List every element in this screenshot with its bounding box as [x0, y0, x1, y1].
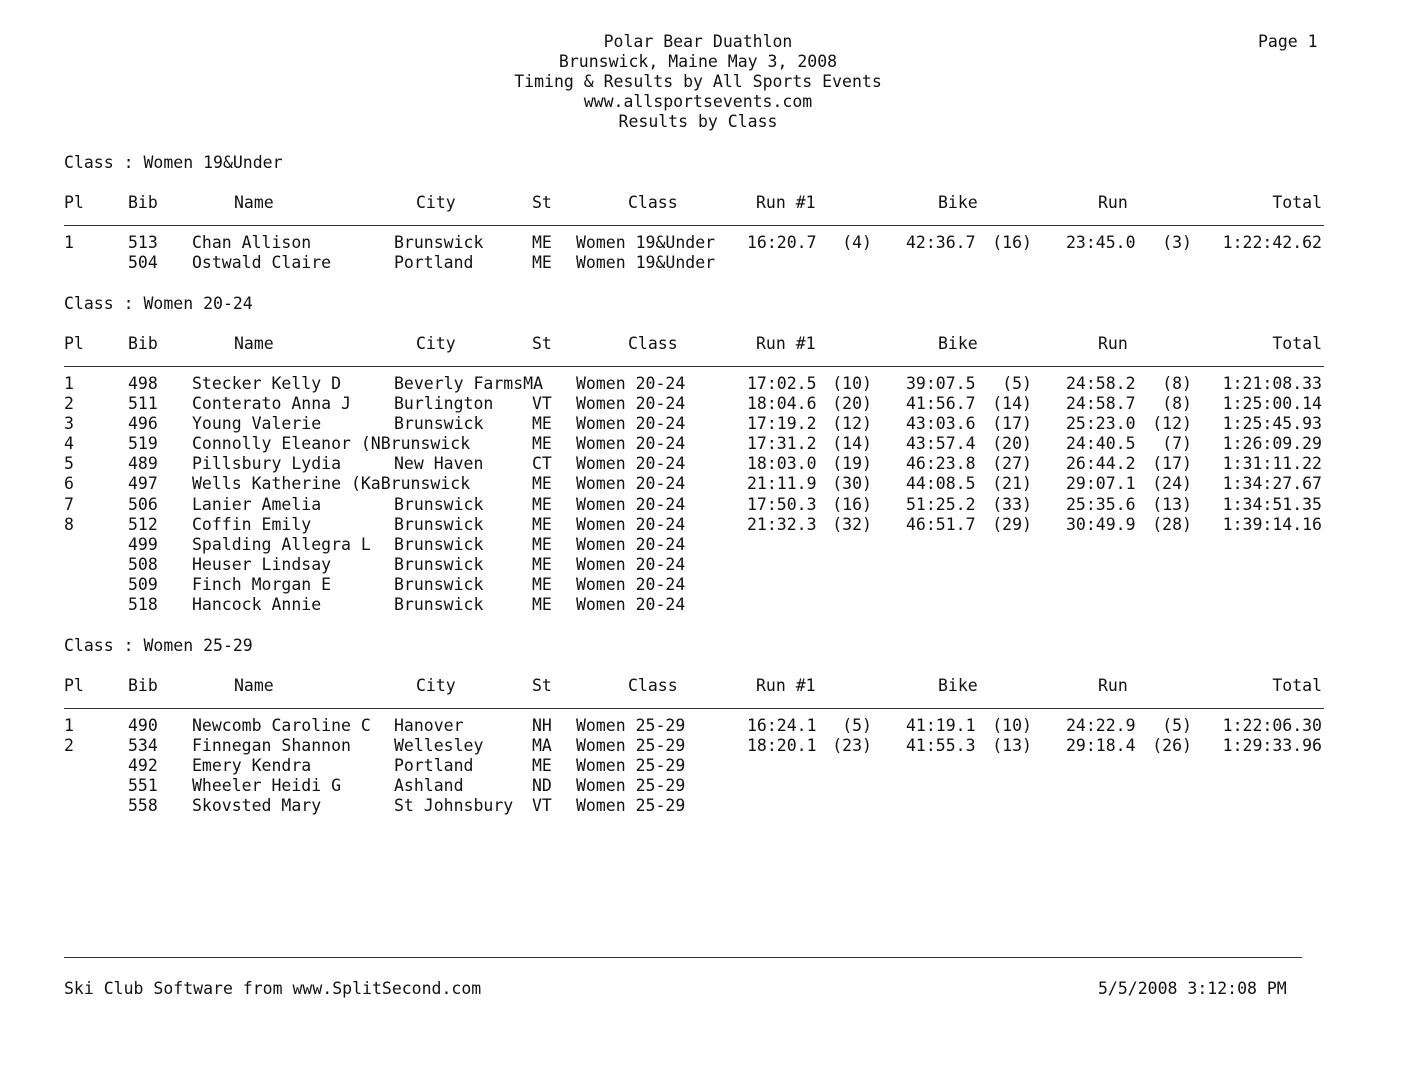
table-row: [0, 414, 1408, 434]
cell-bib: 513: [128, 233, 158, 252]
cell-name: Newcomb Caroline C: [192, 716, 371, 735]
cell-st: ME: [532, 253, 552, 273]
cell-total: 1:25:45.93: [1222, 414, 1322, 434]
cell-run1-rank: (16): [832, 494, 872, 514]
cell-run: 24:58.7: [1066, 394, 1136, 414]
cell-pl: 3: [64, 414, 74, 434]
column-header-run1: Run #1: [756, 676, 816, 695]
cell-class: Women 20-24: [576, 374, 686, 393]
cell-pl: 4: [64, 434, 74, 454]
column-header-run: Run: [1098, 676, 1128, 695]
cell-name: Heuser Lindsay: [192, 554, 332, 574]
cell-class: Women 25-29: [576, 796, 686, 816]
results-rows: [0, 716, 1408, 816]
cell-st: NH: [532, 716, 552, 735]
table-row: [0, 575, 1408, 595]
cell-run: 25:23.0: [1066, 414, 1136, 434]
cell-bib: 551: [128, 776, 158, 796]
column-header-class: Class: [628, 676, 678, 695]
cell-city: Portland: [394, 756, 474, 776]
table-row: [0, 394, 1408, 414]
cell-st: ME: [532, 514, 552, 534]
cell-run-rank: (3): [1162, 233, 1192, 252]
cell-pl: 1: [64, 233, 74, 252]
cell-total: 1:25:00.14: [1222, 394, 1322, 414]
cell-name: Spalding Allegra L: [192, 534, 371, 554]
column-header-bike: Bike: [938, 676, 978, 695]
cell-run-rank: (24): [1152, 474, 1192, 494]
cell-city: Ashland: [394, 776, 464, 796]
cell-name: Young Valerie: [192, 414, 322, 434]
column-header-run1: Run #1: [756, 334, 816, 353]
table-row: [0, 776, 1408, 796]
cell-name: Finnegan Shannon: [192, 736, 351, 756]
cell-run: 29:07.1: [1066, 474, 1136, 494]
cell-city: New Haven: [394, 454, 484, 474]
cell-run1-rank: (14): [832, 434, 872, 454]
cell-bike-rank: (21): [992, 474, 1032, 494]
cell-bike: 51:25.2: [906, 494, 976, 514]
cell-bike-rank: (27): [992, 454, 1032, 474]
cell-bike-rank: (20): [992, 434, 1032, 454]
cell-city: Brunswick: [394, 574, 484, 594]
cell-pl: 7: [64, 494, 74, 514]
table-row: [0, 515, 1408, 535]
cell-city: Burlington: [394, 394, 494, 414]
cell-bib: 498: [128, 374, 158, 393]
cell-bike: 43:57.4: [906, 434, 976, 454]
cell-city: Brunswick: [394, 554, 484, 574]
cell-bib: 512: [128, 514, 158, 534]
cell-pl: 5: [64, 454, 74, 474]
cell-name: Ostwald Claire: [192, 253, 332, 273]
cell-bike-rank: (5): [1002, 374, 1032, 393]
column-header-city: City: [416, 193, 456, 212]
cell-run: 24:40.5: [1066, 434, 1136, 454]
cell-bib: 558: [128, 796, 158, 816]
cell-st: ME: [532, 233, 552, 252]
cell-bib: 508: [128, 554, 158, 574]
cell-class: Women 20-24: [576, 534, 686, 554]
cell-bike: 44:08.5: [906, 474, 976, 494]
cell-st: ME: [532, 574, 552, 594]
cell-bike-rank: (13): [992, 736, 1032, 756]
column-header-bib: Bib: [128, 676, 158, 695]
cell-total: 1:34:27.67: [1222, 474, 1322, 494]
cell-run1: 16:24.1: [747, 716, 817, 735]
cell-run1: 16:20.7: [747, 233, 817, 252]
cell-bib: 499: [128, 534, 158, 554]
footer-software-credit: Ski Club Software from www.SplitSecond.com: [64, 979, 482, 998]
cell-st: VT: [532, 796, 552, 816]
table-row: [0, 495, 1408, 515]
cell-run1: 17:02.5: [747, 374, 817, 393]
cell-run-rank: (8): [1162, 374, 1192, 393]
cell-run-rank: (26): [1152, 736, 1192, 756]
cell-run1-rank: (12): [832, 414, 872, 434]
cell-class: Women 20-24: [576, 554, 686, 574]
column-header-pl: Pl: [64, 334, 84, 353]
cell-st: ME: [532, 474, 552, 494]
footer-divider: [64, 957, 1302, 958]
cell-class: Women 20-24: [576, 574, 686, 594]
table-row: [0, 474, 1408, 494]
cell-bike-rank: (33): [992, 494, 1032, 514]
column-header-total: Total: [1272, 193, 1322, 212]
cell-bib: 497: [128, 474, 158, 494]
cell-class: Women 20-24: [576, 394, 686, 414]
cell-pl: 2: [64, 394, 74, 414]
cell-class: Women 19&Under: [576, 233, 716, 252]
cell-run1: 21:11.9: [747, 474, 817, 494]
cell-city: Brunswick: [394, 595, 484, 615]
cell-bib: 511: [128, 394, 158, 414]
cell-run: 24:22.9: [1066, 716, 1136, 735]
cell-total: 1:21:08.33: [1222, 374, 1322, 393]
column-header-total: Total: [1272, 334, 1322, 353]
results-rows: [0, 233, 1408, 273]
cell-st: ME: [532, 534, 552, 554]
cell-run-rank: (8): [1162, 394, 1192, 414]
cell-run: 26:44.2: [1066, 454, 1136, 474]
cell-bib: 496: [128, 414, 158, 434]
cell-city: St Johnsbury: [394, 796, 514, 816]
cell-run1-rank: (30): [832, 474, 872, 494]
cell-run-rank: (7): [1162, 434, 1192, 454]
cell-name: Connolly Eleanor (NBrunswick: [192, 434, 471, 454]
cell-city: Brunswick: [394, 233, 484, 252]
cell-total: 1:22:42.62: [1222, 233, 1322, 252]
column-header-name: Name: [234, 676, 274, 695]
column-header-city: City: [416, 676, 456, 695]
cell-total: 1:29:33.96: [1222, 736, 1322, 756]
footer-timestamp: 5/5/2008 3:12:08 PM: [1098, 979, 1287, 998]
cell-class: Women 20-24: [576, 474, 686, 494]
cell-bike-rank: (14): [992, 394, 1032, 414]
cell-class: Women 25-29: [576, 776, 686, 796]
cell-run1: 21:32.3: [747, 514, 817, 534]
cell-run: 23:45.0: [1066, 233, 1136, 252]
cell-city: Portland: [394, 253, 474, 273]
column-header-class: Class: [628, 334, 678, 353]
cell-run-rank: (28): [1152, 514, 1192, 534]
cell-st: ME: [532, 595, 552, 615]
header-divider: [64, 708, 1324, 709]
cell-bike: 46:51.7: [906, 514, 976, 534]
table-row: [0, 595, 1408, 615]
cell-run: 24:58.2: [1066, 374, 1136, 393]
cell-total: 1:34:51.35: [1222, 494, 1322, 514]
cell-class: Women 20-24: [576, 595, 686, 615]
cell-st: ME: [532, 554, 552, 574]
cell-st: ME: [532, 414, 552, 434]
column-header-run1: Run #1: [756, 193, 816, 212]
table-row: [0, 233, 1408, 253]
cell-pl: 6: [64, 474, 74, 494]
column-header-name: Name: [234, 193, 274, 212]
table-row: [0, 716, 1408, 736]
column-header-bib: Bib: [128, 193, 158, 212]
table-row: [0, 736, 1408, 756]
cell-name: Coffin Emily: [192, 514, 312, 534]
cell-bib: 518: [128, 595, 158, 615]
cell-class: Women 25-29: [576, 736, 686, 756]
cell-st: VT: [532, 394, 552, 414]
column-header-st: St: [532, 193, 552, 212]
cell-run1: 17:50.3: [747, 494, 817, 514]
report-subtitle: Results by Class: [618, 112, 778, 131]
cell-class: Women 20-24: [576, 514, 686, 534]
cell-name: Emery Kendra: [192, 756, 312, 776]
cell-city: Hanover: [394, 716, 464, 735]
column-header-bib: Bib: [128, 334, 158, 353]
column-header-total: Total: [1272, 676, 1322, 695]
cell-bike: 41:19.1: [906, 716, 976, 735]
class-section-title: Class : Women 20-24: [64, 294, 253, 313]
cell-bike-rank: (10): [992, 716, 1032, 735]
table-row: [0, 796, 1408, 816]
cell-run1-rank: (5): [842, 716, 872, 735]
cell-run1-rank: (10): [832, 374, 872, 393]
cell-pl: 1: [64, 716, 74, 735]
cell-run: 30:49.9: [1066, 514, 1136, 534]
cell-name: Pillsbury Lydia: [192, 454, 342, 474]
cell-bike: 41:56.7: [906, 394, 976, 414]
column-header-st: St: [532, 676, 552, 695]
website-url: www.allsportsevents.com: [583, 92, 813, 111]
class-section-title: Class : Women 25-29: [64, 636, 253, 655]
cell-class: Women 20-24: [576, 414, 686, 434]
cell-run-rank: (13): [1152, 494, 1192, 514]
cell-st: MA: [532, 736, 552, 756]
column-header-run: Run: [1098, 193, 1128, 212]
event-location-date: Brunswick, Maine May 3, 2008: [558, 52, 838, 71]
cell-bike: 46:23.8: [906, 454, 976, 474]
cell-run1-rank: (32): [832, 514, 872, 534]
cell-city: Beverly FarmsMA: [394, 374, 544, 393]
cell-st: ME: [532, 756, 552, 776]
cell-bib: 519: [128, 434, 158, 454]
cell-run-rank: (12): [1152, 414, 1192, 434]
cell-bib: 506: [128, 494, 158, 514]
cell-pl: 8: [64, 514, 74, 534]
header-divider: [64, 366, 1324, 367]
cell-run1: 18:03.0: [747, 454, 817, 474]
cell-city: Brunswick: [394, 514, 484, 534]
cell-name: Hancock Annie: [192, 595, 322, 615]
header-divider: [64, 225, 1324, 226]
page-number: Page 1: [1258, 32, 1318, 51]
table-row: [0, 434, 1408, 454]
cell-run1-rank: (4): [842, 233, 872, 252]
cell-bike-rank: (16): [992, 233, 1032, 252]
table-row: [0, 374, 1408, 394]
column-header-bike: Bike: [938, 334, 978, 353]
cell-total: 1:22:06.30: [1222, 716, 1322, 735]
cell-run1-rank: (20): [832, 394, 872, 414]
timing-credit: Timing & Results by All Sports Events: [514, 72, 882, 91]
cell-total: 1:26:09.29: [1222, 434, 1322, 454]
cell-name: Wheeler Heidi G: [192, 776, 342, 796]
cell-class: Women 20-24: [576, 494, 686, 514]
cell-run: 29:18.4: [1066, 736, 1136, 756]
cell-bike: 43:03.6: [906, 414, 976, 434]
cell-run1: 18:20.1: [747, 736, 817, 756]
column-header-bike: Bike: [938, 193, 978, 212]
column-header-run: Run: [1098, 334, 1128, 353]
cell-bib: 492: [128, 756, 158, 776]
cell-pl: 2: [64, 736, 74, 756]
table-row: [0, 535, 1408, 555]
cell-name: Finch Morgan E: [192, 574, 332, 594]
cell-class: Women 20-24: [576, 454, 686, 474]
cell-run1: 17:19.2: [747, 414, 817, 434]
cell-run1: 17:31.2: [747, 434, 817, 454]
cell-bib: 490: [128, 716, 158, 735]
cell-bike-rank: (29): [992, 514, 1032, 534]
class-section-title: Class : Women 19&Under: [64, 153, 283, 172]
cell-city: Brunswick: [394, 534, 484, 554]
cell-bike: 42:36.7: [906, 233, 976, 252]
cell-name: Chan Allison: [192, 233, 312, 252]
results-rows: [0, 374, 1408, 615]
table-row: [0, 756, 1408, 776]
cell-bike-rank: (17): [992, 414, 1032, 434]
cell-bib: 509: [128, 574, 158, 594]
cell-name: Wells Katherine (KaBrunswick: [192, 474, 471, 494]
cell-pl: 1: [64, 374, 74, 393]
cell-bike: 39:07.5: [906, 374, 976, 393]
cell-class: Women 25-29: [576, 756, 686, 776]
cell-bib: 504: [128, 253, 158, 273]
cell-st: ME: [532, 434, 552, 454]
column-header-st: St: [532, 334, 552, 353]
cell-st: ND: [532, 776, 552, 796]
cell-run: 25:35.6: [1066, 494, 1136, 514]
cell-run1: 18:04.6: [747, 394, 817, 414]
cell-name: Skovsted Mary: [192, 796, 322, 816]
cell-class: Women 19&Under: [576, 253, 716, 273]
cell-city: Wellesley: [394, 736, 484, 756]
column-header-pl: Pl: [64, 676, 84, 695]
column-header-pl: Pl: [64, 193, 84, 212]
cell-st: ME: [532, 494, 552, 514]
cell-run-rank: (17): [1152, 454, 1192, 474]
cell-name: Lanier Amelia: [192, 494, 322, 514]
column-header-class: Class: [628, 193, 678, 212]
column-header-city: City: [416, 334, 456, 353]
cell-name: Conterato Anna J: [192, 394, 351, 414]
table-row: [0, 454, 1408, 474]
cell-class: Women 25-29: [576, 716, 686, 735]
cell-total: 1:39:14.16: [1222, 514, 1322, 534]
event-title: Polar Bear Duathlon: [603, 32, 793, 51]
cell-class: Women 20-24: [576, 434, 686, 454]
cell-bib: 534: [128, 736, 158, 756]
column-header-name: Name: [234, 334, 274, 353]
cell-st: CT: [532, 454, 552, 474]
cell-bib: 489: [128, 454, 158, 474]
cell-name: Stecker Kelly D: [192, 374, 342, 393]
cell-run1-rank: (19): [832, 454, 872, 474]
table-row: [0, 555, 1408, 575]
cell-city: Brunswick: [394, 414, 484, 434]
cell-total: 1:31:11.22: [1222, 454, 1322, 474]
cell-city: Brunswick: [394, 494, 484, 514]
cell-bike: 41:55.3: [906, 736, 976, 756]
cell-run-rank: (5): [1162, 716, 1192, 735]
table-row: [0, 253, 1408, 273]
cell-run1-rank: (23): [832, 736, 872, 756]
